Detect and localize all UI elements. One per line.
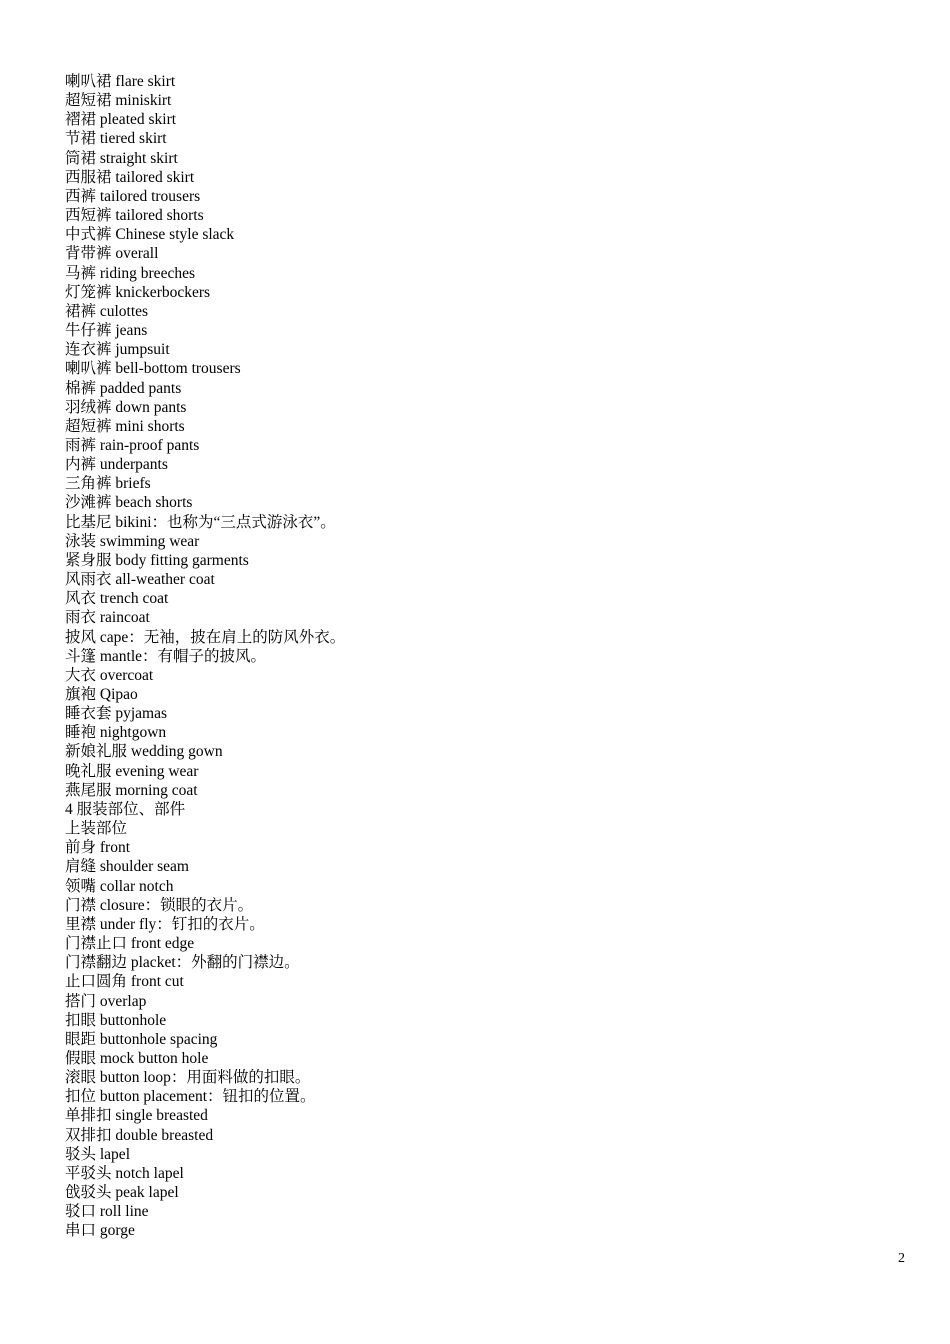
glossary-line: 马裤 riding breeches (65, 264, 195, 282)
glossary-line: 领嘴 collar notch (65, 877, 174, 895)
glossary-entries (65, 72, 885, 1241)
glossary-line: 驳口 roll line (65, 1203, 149, 1221)
glossary-line: 超短裤 mini shorts (65, 417, 185, 435)
glossary-line: 风雨衣 all-weather coat (65, 571, 215, 589)
glossary-line: 肩缝 shoulder seam (65, 858, 189, 876)
glossary-line: 门襟 closure：锁眼的衣片。 (65, 896, 254, 914)
glossary-line: 中式裤 Chinese style slack (65, 226, 235, 244)
glossary-line: 比基尼 bikini：也称为“三点式游泳衣”。 (65, 513, 336, 531)
glossary-line: 连衣裤 jumpsuit (65, 341, 170, 359)
glossary-line: 褶裙 pleated skirt (65, 111, 177, 129)
glossary-line: 晚礼服 evening wear (65, 762, 199, 780)
glossary-line: 串口 gorge (65, 1222, 135, 1240)
glossary-line: 沙滩裤 beach shorts (65, 494, 193, 512)
glossary-line: 内裤 underpants (65, 456, 168, 474)
glossary-line: 雨衣 raincoat (65, 609, 150, 627)
glossary-line: 眼距 buttonhole spacing (65, 1030, 218, 1048)
glossary-line: 里襟 under fly：钉扣的衣片。 (65, 915, 265, 933)
glossary-line: 西短裤 tailored shorts (65, 207, 204, 225)
page-number: 2 (898, 1251, 905, 1266)
glossary-line: 扣眼 buttonhole (65, 1011, 167, 1029)
glossary-line: 双排扣 double breasted (65, 1126, 214, 1144)
glossary-line: 喇叭裙 flare skirt (65, 73, 176, 90)
glossary-line: 西服裙 tailored skirt (65, 168, 195, 186)
glossary-line: 棉裤 padded pants (65, 379, 182, 397)
glossary-line: 新娘礼服 wedding gown (65, 743, 223, 761)
glossary-line: 前身 front (65, 839, 131, 857)
glossary-line: 戗驳头 peak lapel (65, 1184, 179, 1202)
glossary-line: 裙裤 culottes (65, 302, 149, 320)
glossary-line: 止口圆角 front cut (65, 973, 184, 991)
glossary-line: 背带裤 overall (65, 245, 159, 263)
glossary-line: 单排扣 single breasted (65, 1107, 208, 1125)
glossary-line: 牛仔裤 jeans (65, 322, 148, 340)
glossary-line: 门襟翻边 placket：外翻的门襟边。 (65, 954, 300, 972)
glossary-line: 三角裤 briefs (65, 475, 151, 493)
glossary-line: 平驳头 notch lapel (65, 1164, 184, 1182)
glossary-line: 滚眼 button loop：用面料做的扣眼。 (65, 1069, 311, 1087)
glossary-line: 门襟止口 front edge (65, 935, 195, 953)
glossary-line: 搭门 overlap (65, 992, 147, 1010)
glossary-line: 风衣 trench coat (65, 590, 169, 608)
glossary-line: 4 服装部位、部件 (65, 800, 186, 818)
glossary-line: 紧身服 body fitting garments (65, 551, 249, 569)
glossary-line: 超短裙 miniskirt (65, 92, 172, 110)
glossary-line: 扣位 button placement：钮扣的位置。 (65, 1088, 316, 1106)
glossary-line: 大衣 overcoat (65, 666, 154, 684)
glossary-line: 假眼 mock button hole (65, 1049, 209, 1067)
glossary-line: 雨裤 rain-proof pants (65, 436, 200, 454)
glossary-line: 筒裙 straight skirt (65, 149, 178, 167)
glossary-line: 喇叭裤 bell-bottom trousers (65, 360, 241, 378)
glossary-line: 羽绒裤 down pants (65, 398, 187, 416)
glossary-line: 旗袍 Qipao (65, 686, 138, 703)
glossary-line: 泳装 swimming wear (65, 532, 200, 550)
glossary-line: 灯笼裤 knickerbockers (65, 283, 211, 301)
glossary-line: 披风 cape：无袖，披在肩上的防风外衣。 (65, 628, 346, 646)
glossary-line: 上装部位 (65, 820, 128, 838)
glossary-line: 驳头 lapel (65, 1145, 130, 1163)
glossary-line: 节裙 tiered skirt (65, 130, 167, 148)
glossary-line: 燕尾服 morning coat (65, 781, 198, 799)
glossary-line: 西裤 tailored trousers (65, 187, 201, 205)
glossary-line: 睡袍 nightgown (65, 724, 167, 742)
glossary-line: 斗篷 mantle：有帽子的披风。 (65, 647, 267, 665)
glossary-line: 睡衣套 pyjamas (65, 705, 168, 723)
